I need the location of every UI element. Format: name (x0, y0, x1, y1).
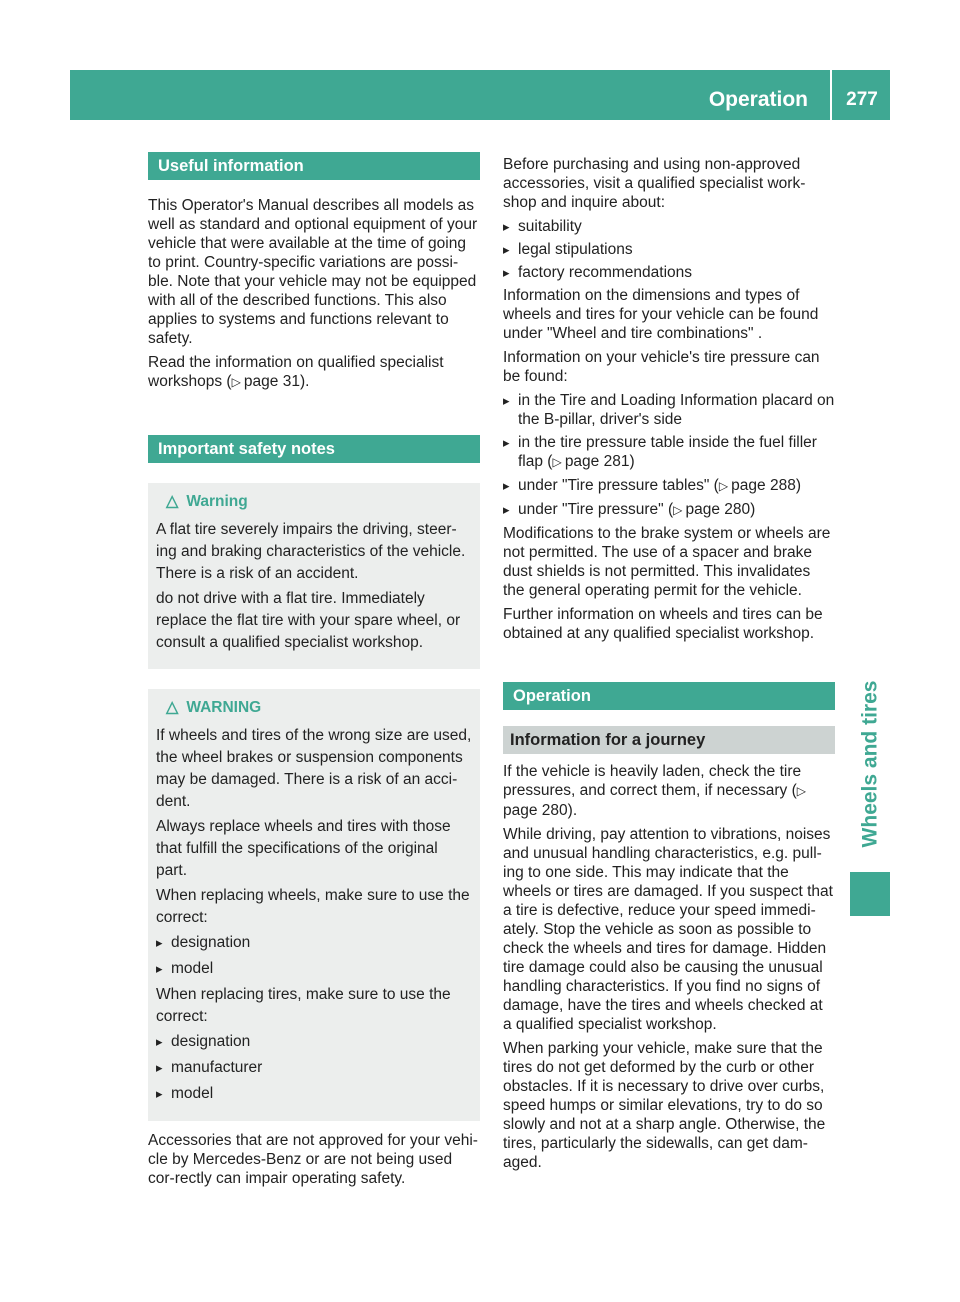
page-ref-arrow-icon: ▷ (552, 455, 562, 469)
header-divider (830, 70, 832, 120)
warning-text: If wheels and tires of the wrong size are used, the wheel brakes or suspension components may be damaged. There is a risk of an acci-dent. (156, 727, 472, 810)
side-tab-marker (850, 872, 890, 916)
section-heading-operation: Operation (503, 682, 835, 710)
paragraph: Further information on wheels and tires can be obtained at any qualified specialist workshop. (503, 606, 823, 642)
page-ref-link[interactable]: page 288 (731, 477, 796, 494)
page-number: 277 (846, 89, 878, 110)
left-column (148, 152, 480, 1193)
paragraph: When parking your vehicle, make sure that the tires do not get deformed by the curb or other obstacles. If it is necessary to drive over curbs, speed humps or similar elevations, try to do so slowly and not at a sharp angle. Otherwise, the tires, particularly the sidewalls, can get dam-aged. (503, 1040, 826, 1171)
paragraph: Before purchasing and using non-approved accessories, visit a qualified specialist work-shop and inquire about: (503, 156, 806, 211)
page-ref-arrow-icon: ▷ (231, 375, 241, 389)
warning-text: do not drive with a flat tire. Immediately replace the flat tire with your spare wheel, or consult a qualified specialist workshop. (156, 590, 461, 651)
paragraph: Accessories that are not approved for your vehi-cle by Mercedes-Benz or are not being used cor-rectly can impair operating safety. (148, 1132, 478, 1187)
list-item: ▸ suitability (503, 217, 835, 236)
warning-triangle-icon: △ (166, 699, 179, 716)
paragraph: Read the information on qualified specialist workshops (▷ page 31). (148, 354, 444, 390)
list-item: ▸ designation (156, 932, 472, 954)
list-item: ▸ in the tire pressure table inside the fuel filler flap (▷ page 281) (503, 433, 835, 472)
list-item: ▸ factory recommendations (503, 263, 835, 282)
warning-box (148, 483, 480, 669)
warning-text: When replacing wheels, make sure to use the correct: (156, 887, 470, 926)
list-item: ▸ model (156, 1083, 472, 1105)
page-ref-link[interactable]: page 31 (243, 373, 300, 390)
page-ref-link[interactable]: page 281 (564, 453, 630, 470)
side-tab[interactable] (850, 664, 890, 864)
section-heading-important-safety-notes: Important safety notes (148, 435, 480, 463)
subsection-heading-information-for-a-journey: Information for a journey (503, 726, 835, 754)
chapter-title: Operation (708, 88, 808, 111)
page-header (70, 70, 890, 120)
paragraph: If the vehicle is heavily laden, check the tire pressures, and correct them, if necessary (▷ page 280). (503, 763, 806, 819)
list-item: ▸ model (156, 958, 472, 980)
paragraph: This Operator's Manual describes all models as well as standard and optional equipment of your vehicle that were available at the time of going to print. Country-specific variations are possi-ble. Note that your vehicle may not be equipped with all of the described functions. This also applies to systems and functions relevant to safety. (148, 197, 478, 347)
warning-triangle-icon: △ (166, 493, 179, 510)
list-item: ▸ under "Tire pressure" (▷ page 280) (503, 500, 835, 520)
list-item: ▸ designation (156, 1031, 472, 1053)
list-item: ▸ legal stipulations (503, 240, 835, 259)
warning-heading: △ Warning (166, 493, 248, 510)
list-item: ▸ under "Tire pressure tables" (▷ page 288) (503, 476, 835, 496)
right-column (503, 155, 835, 1177)
page-ref-link[interactable]: page 280 (503, 802, 568, 819)
side-tab-label: Wheels and tires (858, 680, 882, 848)
section-heading-useful-information: Useful information (148, 152, 480, 180)
paragraph: While driving, pay attention to vibrations, noises and unusual handling characteristics, e.g. pull-ing to one side. This may indicate that the wheels or tires are damaged. If you suspect that a tire is defective, reduce your speed immedi-ately. Stop the vehicle as soon as possible to check the wheels and tires for damage. Hidden tire damage could also be causing the unusual handling characteristics. If you find no signs of damage, have the tires and wheels checked at a qualified specialist workshop. (503, 826, 833, 1033)
warning-heading: △ WARNING (166, 699, 262, 716)
paragraph: Information on the dimensions and types of wheels and tires for your vehicle can be found under "Wheel and tire combinations" . (503, 287, 819, 342)
paragraph: Information on your vehicle's tire pressure can be found: (503, 349, 820, 385)
list-item: ▸ in the Tire and Loading Information placard on the B-pillar, driver's side (503, 391, 835, 429)
warning-box (148, 689, 480, 1121)
page-ref-link[interactable]: page 280 (685, 501, 751, 518)
list-item: ▸ manufacturer (156, 1057, 472, 1079)
warning-text: Always replace wheels and tires with those that fulfill the specifications of the original part. (156, 818, 451, 879)
warning-text: When replacing tires, make sure to use the correct: (156, 986, 451, 1025)
page-ref-arrow-icon: ▷ (673, 503, 683, 517)
page-ref-arrow-icon: ▷ (796, 784, 806, 798)
warning-text: A flat tire severely impairs the driving, steer-ing and braking characteristics of the vehicle. There is a risk of an accident. (156, 521, 466, 582)
paragraph: Modifications to the brake system or wheels are not permitted. The use of a spacer and brake dust shields is not permitted. This invalidates the general operating permit for the vehicle. (503, 525, 831, 599)
page-ref-arrow-icon: ▷ (718, 479, 729, 493)
